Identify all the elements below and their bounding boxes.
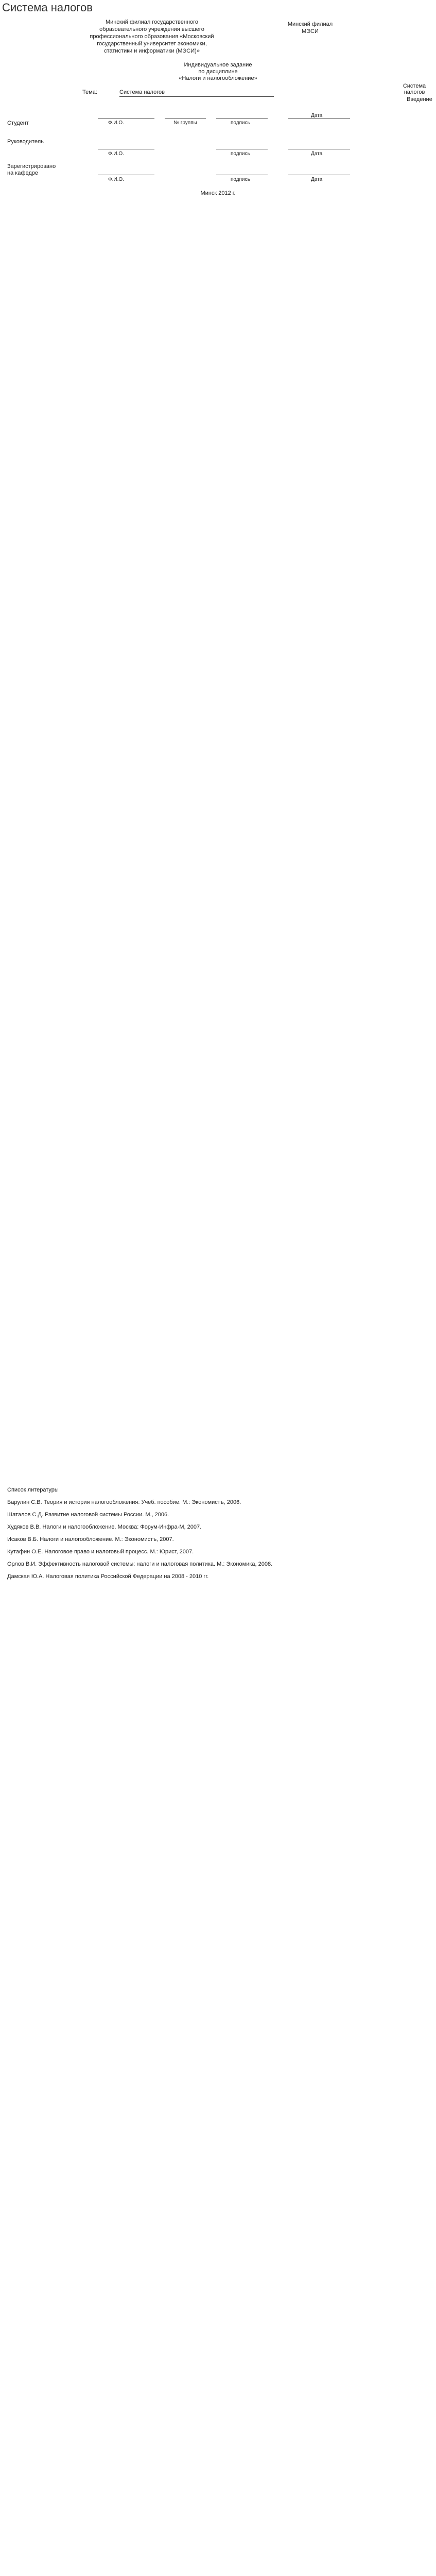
- text-line-placeholder: [7, 314, 429, 321]
- theme-row: [0, 82, 436, 103]
- body-paragraph: [7, 977, 429, 1019]
- text-line-placeholder: [7, 916, 429, 923]
- text-line-placeholder: [7, 793, 429, 800]
- text-line-placeholder: [7, 1397, 429, 1404]
- text-line-placeholder: [7, 861, 429, 868]
- text-line-placeholder: [7, 1155, 429, 1162]
- supervisor-label: Руководитель: [7, 139, 44, 145]
- text-line-placeholder: [7, 1444, 429, 1451]
- text-line-placeholder: [7, 1079, 429, 1087]
- body-paragraph: [7, 676, 429, 704]
- body-paragraph: [7, 1065, 429, 1114]
- text-line-placeholder: [7, 827, 429, 834]
- text-line-placeholder: [7, 1252, 429, 1260]
- text-line-placeholder: [7, 423, 429, 431]
- document-header: [0, 14, 436, 61]
- intro-heading: Введение: [407, 96, 432, 103]
- spacer: [0, 1471, 436, 1486]
- text-line-placeholder: [7, 217, 429, 224]
- text-line-placeholder: [7, 286, 429, 293]
- text-line-placeholder: [7, 1294, 429, 1301]
- text-line-placeholder: [7, 663, 429, 670]
- supervisor-row: [0, 133, 436, 159]
- text-line-placeholder: [7, 238, 429, 245]
- text-line-placeholder: [7, 820, 429, 827]
- text-line-placeholder: [7, 1182, 429, 1190]
- text-line-placeholder: [7, 252, 429, 259]
- text-line-placeholder: [7, 697, 429, 704]
- text-line-placeholder: [7, 868, 429, 875]
- bibliography-item: Исаков В.Б. Налоги и налогообложение. М.: Экономистъ, 2007.: [7, 1536, 174, 1543]
- text-line-placeholder: [7, 410, 429, 417]
- list-item: [7, 1260, 429, 1267]
- text-line-placeholder: [7, 437, 429, 445]
- text-line-placeholder: [7, 1148, 429, 1156]
- text-line-placeholder: [7, 1065, 429, 1073]
- text-line-placeholder: [7, 471, 429, 479]
- bibliography-item: Худяков В.В. Налоги и налогообложение. Москва: Форум-Инфра-М, 2007.: [7, 1524, 202, 1530]
- registration-row: [0, 159, 436, 188]
- text-line-placeholder: [7, 772, 429, 779]
- closing-paragraph: [7, 1329, 429, 1350]
- text-line-placeholder: [7, 888, 429, 895]
- text-line-placeholder: [7, 1274, 429, 1281]
- text-line-placeholder: [7, 1093, 429, 1100]
- text-line-placeholder: [7, 813, 429, 820]
- closing-paragraph: [7, 1356, 429, 1377]
- text-line-placeholder: [7, 1451, 429, 1458]
- branch-name-line: МЭСИ: [302, 28, 319, 35]
- university-name: [80, 19, 224, 55]
- text-line-placeholder: [7, 875, 429, 882]
- fio-caption: Ф.И.О.: [108, 177, 124, 182]
- student-label: Студент: [7, 120, 29, 126]
- text-line-placeholder: [7, 485, 429, 493]
- text-line-placeholder: [7, 717, 429, 724]
- text-line-placeholder: [7, 683, 429, 690]
- text-line-placeholder: [7, 656, 429, 663]
- date-caption: Дата: [311, 177, 323, 182]
- theme-value: Система налогов: [119, 89, 165, 95]
- text-line-placeholder: [7, 416, 429, 423]
- text-line-placeholder: [7, 1301, 429, 1309]
- body-paragraph: [7, 710, 429, 752]
- text-line-placeholder: [7, 1039, 429, 1046]
- branch-name: [286, 21, 335, 35]
- text-line-placeholder: [7, 362, 429, 369]
- bibliography-item: Шаталов С.Д. Развитие налоговой системы России. М., 2006.: [7, 1512, 169, 1518]
- text-line-placeholder: [7, 505, 429, 513]
- text-line-placeholder: [7, 800, 429, 807]
- text-line-placeholder: [7, 1363, 429, 1370]
- text-line-placeholder: [7, 444, 429, 451]
- text-line-placeholder: [7, 279, 429, 286]
- closing-text: [0, 1329, 436, 1465]
- task-subject: «Налоги и налогообложение»: [179, 75, 257, 81]
- text-line-placeholder: [7, 1031, 429, 1039]
- text-line-placeholder: [7, 1329, 429, 1336]
- text-line-placeholder: [7, 300, 429, 307]
- text-line-placeholder: [7, 997, 429, 1005]
- text-line-placeholder: [7, 834, 429, 841]
- text-line-placeholder: [7, 451, 429, 459]
- text-line-placeholder: [7, 923, 429, 930]
- text-line-placeholder: [7, 1280, 429, 1287]
- list-item: [7, 1225, 429, 1232]
- text-line-placeholder: [7, 231, 429, 238]
- text-line-placeholder: [7, 1417, 429, 1424]
- city-year: Минск 2012 г.: [200, 190, 236, 196]
- closing-paragraph: [7, 1437, 429, 1465]
- text-line-placeholder: [7, 567, 429, 574]
- contents-heading: Система налогов: [403, 83, 426, 95]
- text-line-placeholder: [7, 334, 429, 341]
- text-line-placeholder: [7, 1134, 429, 1142]
- text-line-placeholder: [7, 1404, 429, 1411]
- task-title: Индивидуальное задание: [184, 62, 252, 68]
- group-caption: № группы: [173, 120, 197, 126]
- bibliography-item: Дамская Ю.А. Налоговая политика Российской Федерации на 2008 - 2010 гг.: [7, 1573, 209, 1580]
- text-line-placeholder: [7, 950, 429, 957]
- text-line-placeholder: [7, 854, 429, 861]
- text-line-placeholder: [7, 629, 429, 636]
- university-name-line: государственный университет экономики,: [97, 41, 207, 47]
- text-line-placeholder: [7, 245, 429, 252]
- university-name-line: образовательного учреждения высшего: [99, 26, 204, 32]
- text-line-placeholder: [7, 1005, 429, 1012]
- text-line-placeholder: [7, 533, 429, 540]
- sign-caption: подпись: [231, 177, 250, 182]
- text-line-placeholder: [7, 1383, 429, 1390]
- text-line-placeholder: [7, 1121, 429, 1128]
- text-line-placeholder: [7, 786, 429, 793]
- date-caption: Дата: [311, 151, 323, 157]
- text-line-placeholder: [7, 354, 429, 362]
- fio-caption: Ф.И.О.: [108, 120, 124, 126]
- text-line-placeholder: [7, 574, 429, 581]
- text-line-placeholder: [7, 710, 429, 717]
- text-line-placeholder: [7, 512, 429, 519]
- sign-caption: подпись: [231, 120, 250, 126]
- text-line-placeholder: [7, 1390, 429, 1397]
- body-paragraph: [7, 402, 429, 458]
- text-line-placeholder: [7, 690, 429, 697]
- text-line-placeholder: [7, 902, 429, 909]
- spacer: [0, 1308, 436, 1329]
- text-line-placeholder: [7, 676, 429, 683]
- text-line-placeholder: [7, 1162, 429, 1170]
- text-line-placeholder: [7, 1343, 429, 1350]
- text-line-placeholder: [7, 758, 429, 765]
- closing-paragraph: [7, 1417, 429, 1431]
- list-item: [7, 1246, 429, 1260]
- text-line-placeholder: [7, 1356, 429, 1363]
- text-line-placeholder: [7, 895, 429, 902]
- text-line-placeholder: [7, 478, 429, 485]
- text-line-placeholder: [7, 649, 429, 656]
- text-line-placeholder: [7, 1011, 429, 1019]
- text-line-placeholder: [7, 307, 429, 314]
- text-line-placeholder: [7, 1336, 429, 1343]
- text-line-placeholder: [7, 909, 429, 916]
- text-line-placeholder: [7, 376, 429, 383]
- closing-paragraph: [7, 1383, 429, 1411]
- text-line-placeholder: [7, 745, 429, 752]
- body-paragraph: [7, 813, 429, 848]
- bibliography-item: Орлов В.И. Эффективность налоговой системы: налоги и налоговая политика. М.: Экономика, 2008.: [7, 1561, 273, 1567]
- text-line-placeholder: [7, 841, 429, 848]
- text-line-placeholder: [7, 1260, 429, 1267]
- text-line-placeholder: [7, 519, 429, 527]
- text-line-placeholder: [7, 1437, 429, 1444]
- text-line-placeholder: [7, 266, 429, 273]
- text-line-placeholder: [7, 977, 429, 984]
- text-line-placeholder: [7, 382, 429, 389]
- text-line-placeholder: [7, 1045, 429, 1053]
- registered-label: Зарегистрировано на кафедре: [7, 163, 56, 176]
- bibliography-item: Барулин С.В. Теория и история налогообложения: Учеб. пособие. М.: Экономистъ, 2006.: [7, 1499, 241, 1505]
- text-line-placeholder: [7, 1141, 429, 1148]
- body-paragraph: [7, 888, 429, 929]
- text-line-placeholder: [7, 1458, 429, 1465]
- branch-name-line: Минский филиал: [287, 21, 333, 27]
- text-line-placeholder: [7, 327, 429, 334]
- text-line-placeholder: [7, 1053, 429, 1060]
- text-line-placeholder: [7, 341, 429, 348]
- body-paragraph: [7, 601, 429, 636]
- body-paragraph: [7, 553, 429, 595]
- text-line-placeholder: [7, 984, 429, 991]
- text-line-placeholder: [7, 622, 429, 629]
- task-block: [0, 62, 436, 82]
- sign-caption: подпись: [231, 151, 250, 157]
- spacer: [0, 1209, 436, 1225]
- body-paragraph: [7, 936, 429, 971]
- definition-list: [7, 1225, 429, 1308]
- text-line-placeholder: [7, 991, 429, 998]
- text-line-placeholder: [7, 1266, 429, 1274]
- text-line-placeholder: [7, 779, 429, 786]
- list-item: [7, 1280, 429, 1294]
- text-line-placeholder: [7, 936, 429, 943]
- text-line-placeholder: [7, 1424, 429, 1431]
- text-line-placeholder: [7, 526, 429, 533]
- text-line-placeholder: [7, 588, 429, 595]
- text-line-placeholder: [7, 581, 429, 588]
- text-line-placeholder: [7, 1100, 429, 1108]
- body-paragraph: [7, 505, 429, 547]
- text-line-placeholder: [7, 963, 429, 971]
- university-name-line: профессионального образования «Московский: [90, 33, 214, 40]
- text-line-placeholder: [7, 224, 429, 231]
- text-line-placeholder: [7, 765, 429, 772]
- text-line-placeholder: [7, 1196, 429, 1204]
- text-line-placeholder: [7, 492, 429, 499]
- body-paragraph: [7, 279, 429, 320]
- body-paragraph: [7, 854, 429, 882]
- bibliography-list: [0, 1499, 436, 1580]
- body-paragraph: [7, 642, 429, 670]
- body-paragraph: [7, 464, 429, 499]
- text-line-placeholder: [7, 368, 429, 376]
- text-line-placeholder: [7, 464, 429, 471]
- body-paragraph: [7, 1025, 429, 1060]
- text-line-placeholder: [7, 1073, 429, 1080]
- text-line-placeholder: [7, 389, 429, 397]
- text-line-placeholder: [7, 1239, 429, 1246]
- text-line-placeholder: [7, 1107, 429, 1114]
- text-line-placeholder: [7, 1087, 429, 1094]
- text-line-placeholder: [7, 1225, 429, 1232]
- body-paragraph: [7, 758, 429, 807]
- text-line-placeholder: [7, 1246, 429, 1253]
- text-line-placeholder: [7, 402, 429, 410]
- text-line-placeholder: [7, 608, 429, 615]
- text-line-placeholder: [7, 601, 429, 608]
- task-subject-label: по дисциплине: [198, 69, 238, 75]
- text-line-placeholder: [7, 738, 429, 745]
- text-line-placeholder: [7, 1189, 429, 1196]
- list-item: [7, 1266, 429, 1280]
- theme-label: Тема:: [82, 89, 97, 95]
- text-line-placeholder: [7, 731, 429, 738]
- body-paragraph: [7, 327, 429, 396]
- text-line-placeholder: [7, 615, 429, 622]
- text-line-placeholder: [7, 259, 429, 266]
- body-paragraph: [7, 1175, 429, 1203]
- fio-caption: Ф.И.О.: [108, 151, 124, 157]
- body-paragraph: [7, 1121, 429, 1170]
- list-item: [7, 1294, 429, 1301]
- text-line-placeholder: [7, 430, 429, 437]
- list-item: [7, 1232, 429, 1246]
- text-line-placeholder: [7, 540, 429, 547]
- text-line-placeholder: [7, 1287, 429, 1295]
- text-line-placeholder: [7, 553, 429, 561]
- bibliography-item: Кутафин О.Е. Налоговое право и налоговый процесс. М.: Юрист, 2007.: [7, 1549, 194, 1555]
- date-caption: Дата: [311, 113, 323, 118]
- text-line-placeholder: [7, 724, 429, 731]
- university-name-line: Минский филиал государственного: [105, 19, 199, 25]
- text-line-placeholder: [7, 1127, 429, 1134]
- text-line-placeholder: [7, 1232, 429, 1239]
- student-row: [0, 103, 436, 133]
- document-title: Система налогов: [2, 1, 93, 14]
- text-line-placeholder: [7, 957, 429, 964]
- bibliography-heading: Список литературы: [7, 1487, 59, 1493]
- text-line-placeholder: [7, 1175, 429, 1182]
- body-paragraph: [7, 217, 429, 273]
- list-item: [7, 1301, 429, 1309]
- university-name-line: статистики и информатики (МЭСИ)»: [104, 48, 200, 54]
- text-line-placeholder: [7, 642, 429, 649]
- text-line-placeholder: [7, 1025, 429, 1032]
- text-line-placeholder: [7, 560, 429, 567]
- text-line-placeholder: [7, 348, 429, 355]
- text-line-placeholder: [7, 1370, 429, 1377]
- body-text: [0, 217, 436, 1203]
- text-line-placeholder: [7, 943, 429, 950]
- text-line-placeholder: [7, 293, 429, 300]
- theme-underline: [119, 96, 274, 97]
